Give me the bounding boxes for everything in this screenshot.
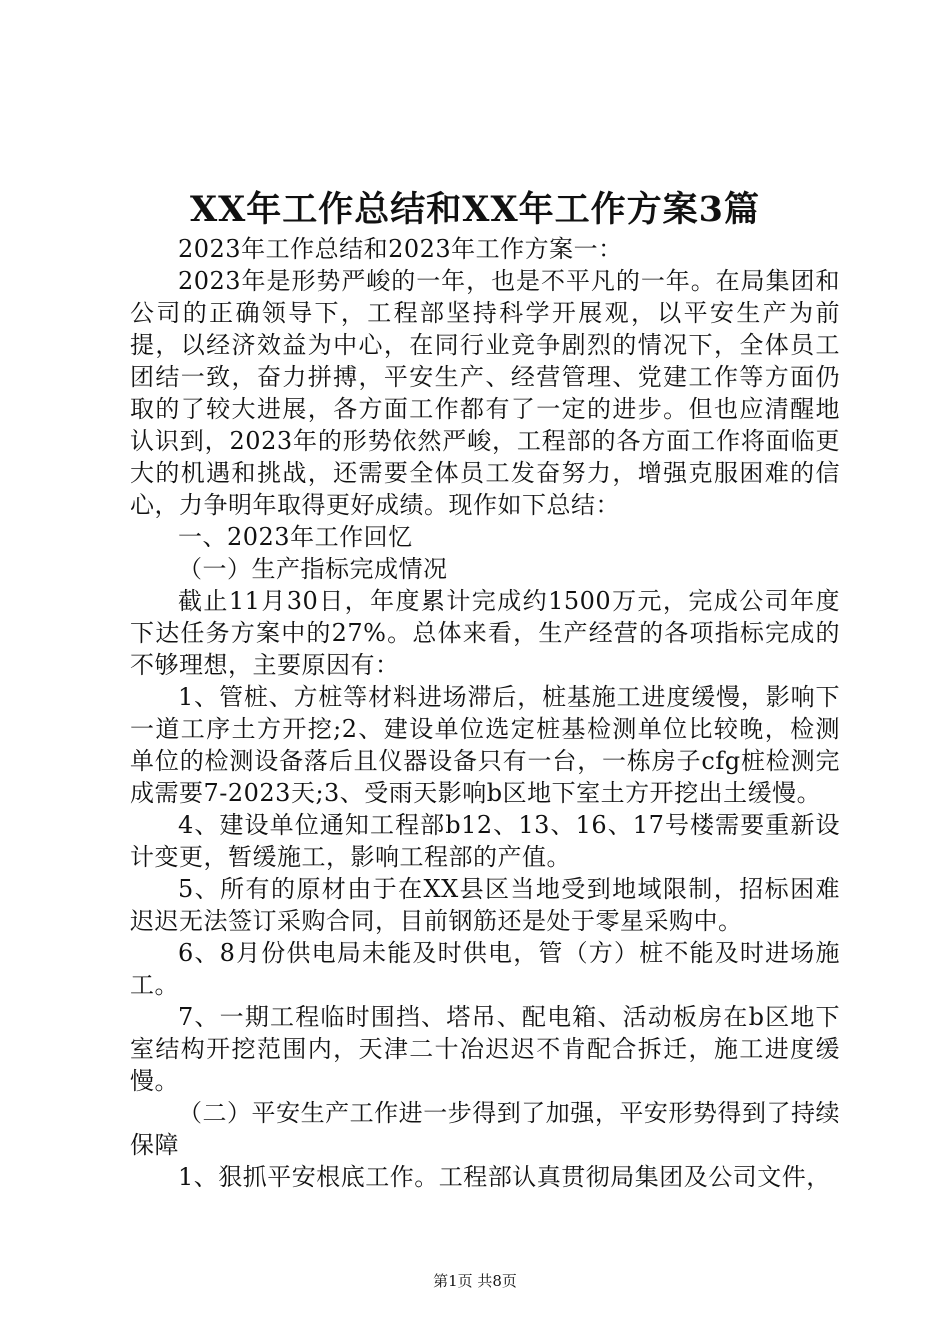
section-heading: 一、2023年工作回忆	[178, 523, 413, 551]
paragraph: 2023年工作总结和2023年工作方案一：	[178, 235, 623, 263]
paragraph: 2023年是形势严峻的一年，也是不平凡的一年。在局集团和公司的正确领导下，工程部坚持科学开展观，以平安生产为前提，以经济效益为中心，在同行业竞争剧烈的情况下，全体员工团结一致，奋力拼搏，平安生产、经营管理、党建工作等方面仍取的了较大进展，各方面工作都有了一定的进步。但也应清醒地认识到，2023年的形势依然严峻，工程部的各方面工作将面临更大的机遇和挑战，还需要全体员工发奋努力，增强克服困难的信心，力争明年取得更好成绩。现作如下总结：	[130, 267, 840, 519]
paragraph: 截止11月30日，年度累计完成约1500万元，完成公司年度下达任务方案中的27%。总体来看，生产经营的各项指标完成的不够理想，主要原因有：	[130, 587, 840, 679]
subsection-heading: （一）生产指标完成情况	[178, 555, 448, 583]
paragraph: 1、狠抓平安根底工作。工程部认真贯彻局集团及公司文件，	[178, 1163, 831, 1191]
document-title: XX年工作总结和XX年工作方案3篇	[190, 189, 760, 230]
list-item: 7、一期工程临时围挡、塔吊、配电箱、活动板房在b区地下室结构开挖范围内，天津二十冶迟迟不肯配合拆迁，施工进度缓慢。	[130, 1003, 840, 1095]
list-item: 6、8月份供电局未能及时供电，管（方）桩不能及时进场施工。	[130, 939, 840, 999]
document-body	[130, 233, 840, 1193]
list-item: 1、管桩、方桩等材料进场滞后，桩基施工进度缓慢，影响下一道工序土方开挖;2、建设单位选定桩基检测单位比较晚，检测单位的检测设备落后且仪器设备只有一台，一栋房子cfg桩检测完成需要7-2023天;3、受雨天影响b区地下室土方开挖出土缓慢。	[130, 683, 840, 807]
page-footer: 第1页 共8页	[433, 1272, 517, 1290]
list-item: 4、建设单位通知工程部b12、13、16、17号楼需要重新设计变更，暂缓施工，影响工程部的产值。	[130, 811, 840, 871]
subsection-heading: （二）平安生产工作进一步得到了加强，平安形势得到了持续保障	[130, 1099, 840, 1159]
list-item: 5、所有的原材由于在XX县区当地受到地域限制，招标困难迟迟无法签订采购合同，目前钢筋还是处于零星采购中。	[130, 875, 840, 935]
